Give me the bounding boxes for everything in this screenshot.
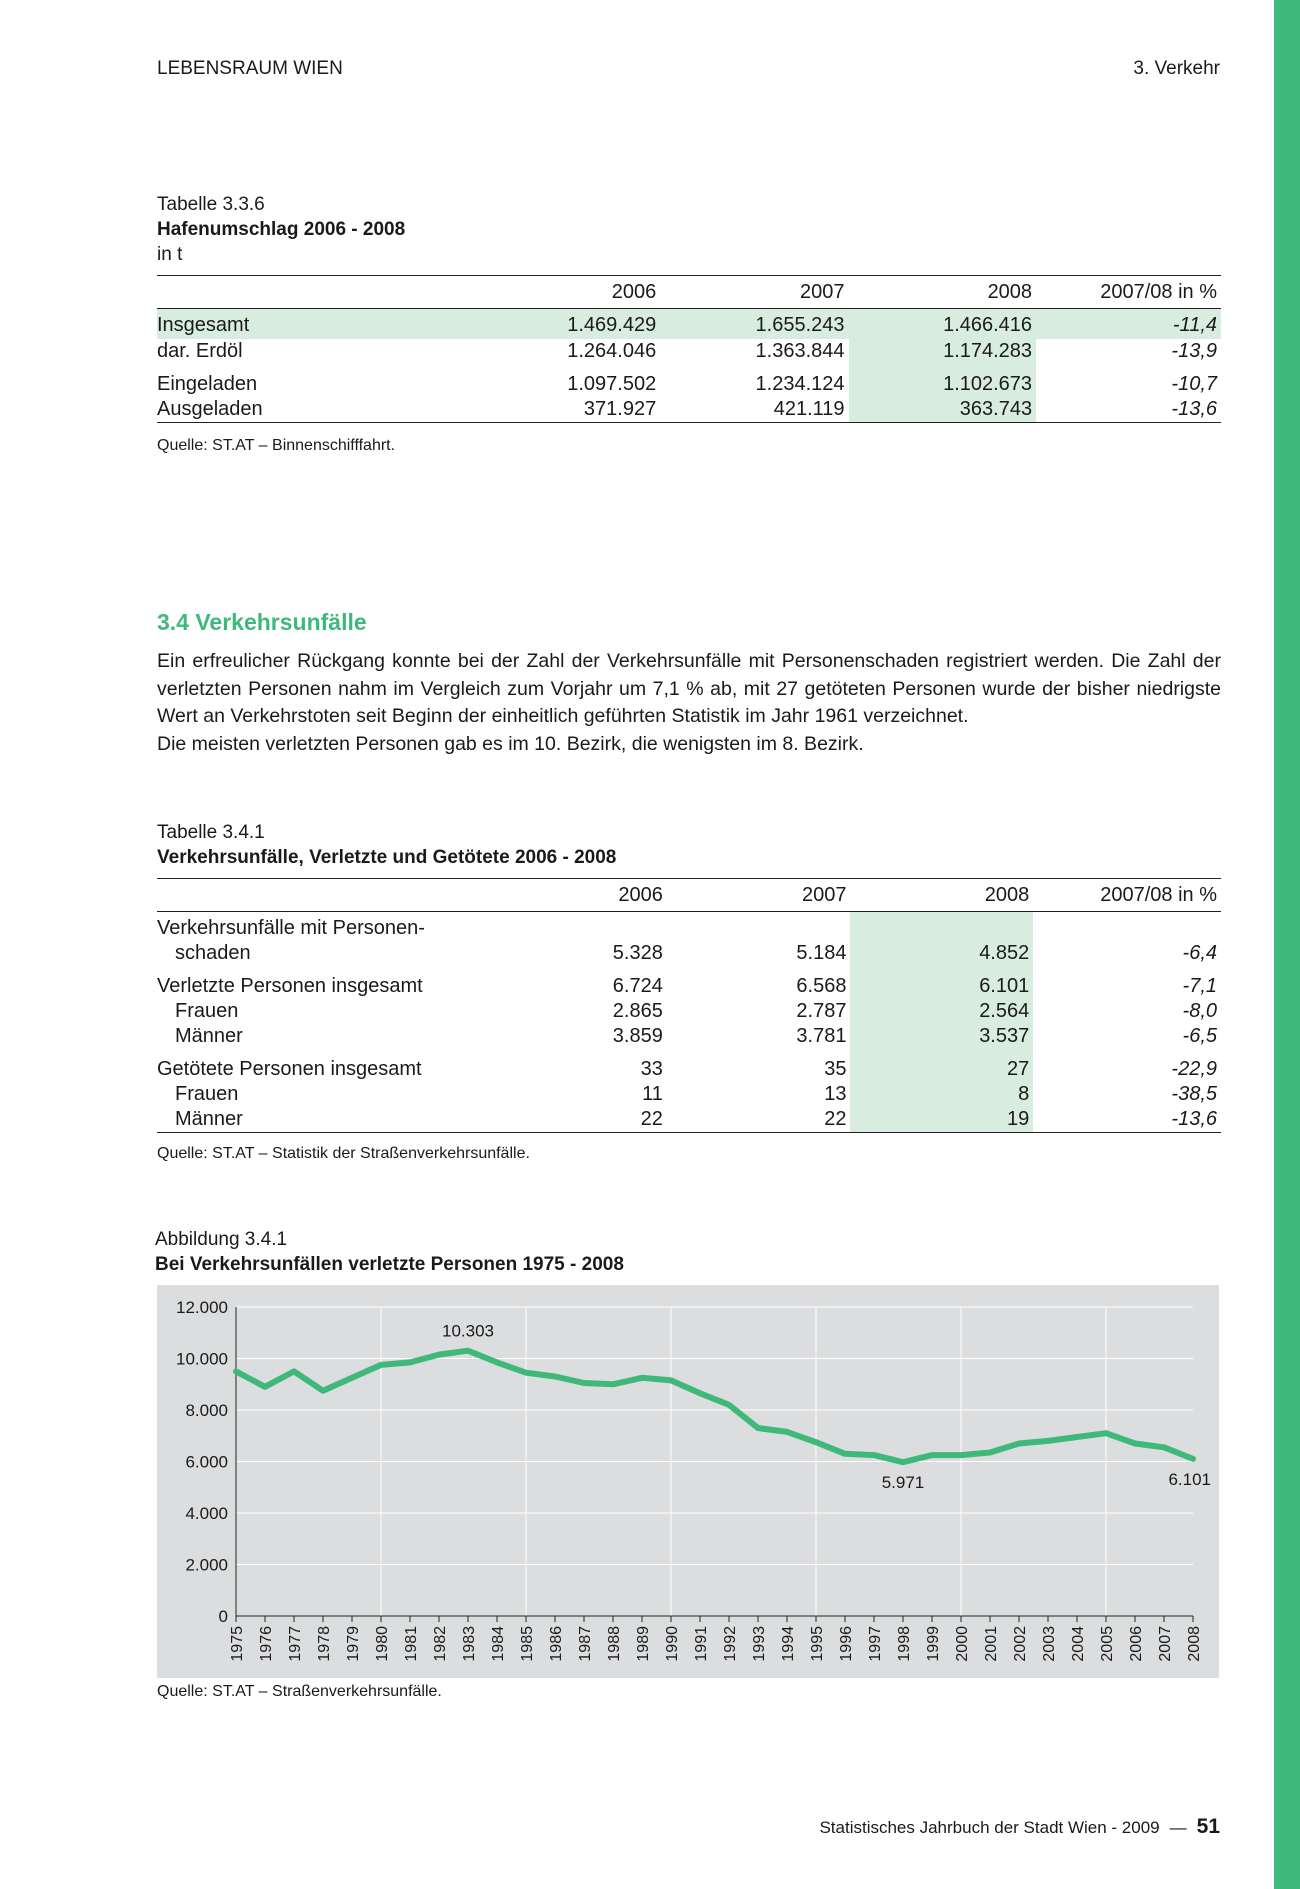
cell-value: 1.466.416 <box>943 314 1033 337</box>
table2-source: Quelle: ST.AT – Statistik der Straßenverkehrsunfälle. <box>157 1145 530 1162</box>
cell-value: 5.328 <box>612 942 663 964</box>
footer-dash: — <box>1169 1818 1187 1837</box>
data-point <box>495 1360 500 1365</box>
x-tick-label: 1986 <box>548 1626 565 1662</box>
cell-value: 3.859 <box>612 1025 663 1047</box>
cell-value: 11 <box>642 1083 663 1105</box>
table-header-cell <box>157 879 443 912</box>
table-header-cell: 2006 <box>443 879 667 912</box>
table-row <box>157 372 1221 397</box>
data-point <box>582 1380 587 1385</box>
row-label: Getötete Personen insgesamt <box>157 1058 422 1080</box>
row-label: Männer <box>175 1025 243 1047</box>
cell-value: 22 <box>667 1107 851 1133</box>
table1-label: Tabelle 3.3.6 <box>157 194 265 215</box>
cell-value: 1.174.283 <box>849 339 1037 364</box>
cell-value: 371.927 <box>433 397 660 423</box>
table-row <box>157 1057 1221 1082</box>
cell-value: 363.743 <box>849 397 1037 423</box>
data-point <box>553 1374 558 1379</box>
table2-caption <box>157 820 616 870</box>
data-point <box>611 1382 616 1387</box>
cell-value: 6.101 <box>850 974 1033 999</box>
row-label: Frauen <box>175 1000 239 1022</box>
table1-caption <box>157 192 405 267</box>
data-point <box>1191 1456 1196 1461</box>
data-point <box>843 1451 848 1456</box>
cell-value: 1.102.673 <box>849 372 1037 397</box>
x-tick-label: 2004 <box>1070 1626 1087 1662</box>
cell-change: -8,0 <box>1182 1000 1217 1022</box>
table-header-cell: 2008 <box>849 276 1037 309</box>
table-header-cell: 2007/08 in % <box>1036 276 1221 309</box>
cell-change: -38,5 <box>1171 1083 1217 1105</box>
x-tick-label: 1988 <box>606 1626 623 1662</box>
y-tick-label: 8.000 <box>185 1401 228 1420</box>
table-row <box>157 1024 1221 1049</box>
cell-change: -7,1 <box>1182 975 1217 997</box>
data-label: 6.101 <box>1168 1469 1211 1489</box>
x-tick-label: 2000 <box>954 1626 971 1662</box>
cell-value: 1.234.124 <box>755 372 845 395</box>
data-point <box>1133 1441 1138 1446</box>
x-tick-label: 2008 <box>1186 1626 1203 1662</box>
y-tick-label: 2.000 <box>185 1555 228 1575</box>
cell-value: 5.184 <box>796 942 847 964</box>
data-point <box>350 1375 355 1380</box>
row-label: dar. Erdöl <box>157 339 243 362</box>
running-header-right: 3. Verkehr <box>1133 58 1220 79</box>
cell-value: 2.865 <box>612 1000 663 1022</box>
table-row <box>157 397 1221 423</box>
cell-value: 19 <box>850 1107 1033 1133</box>
table-row <box>157 974 1221 999</box>
data-point <box>930 1453 935 1458</box>
x-tick-label: 1993 <box>751 1626 768 1662</box>
table2-label: Tabelle 3.4.1 <box>157 822 265 843</box>
data-point <box>408 1360 413 1365</box>
row-label: Eingeladen <box>157 372 258 395</box>
x-tick-label: 2002 <box>1012 1626 1029 1662</box>
table-header-cell <box>157 276 433 309</box>
cell-value: 421.119 <box>660 397 848 423</box>
y-tick-label: 4.000 <box>185 1504 228 1523</box>
data-point <box>437 1352 442 1357</box>
data-point <box>234 1369 239 1374</box>
x-tick-label: 1997 <box>867 1626 884 1662</box>
x-tick-label: 1982 <box>432 1626 449 1662</box>
data-point <box>727 1402 732 1407</box>
x-tick-label: 1976 <box>258 1626 275 1662</box>
y-tick-label: 0 <box>218 1607 228 1626</box>
x-tick-label: 2005 <box>1099 1626 1116 1662</box>
cell-value: 8 <box>850 1082 1033 1107</box>
table-row <box>157 1082 1221 1107</box>
x-tick-label: 1995 <box>809 1626 826 1662</box>
cell-change: -22,9 <box>1171 1058 1217 1080</box>
data-point <box>1075 1435 1080 1440</box>
x-tick-label: 1998 <box>896 1626 913 1662</box>
table-row <box>157 912 1221 942</box>
chart-annotations <box>442 1322 1211 1493</box>
table2 <box>157 878 1221 1133</box>
cell-change: -10,7 <box>1171 372 1217 395</box>
x-tick-label: 1984 <box>490 1626 507 1662</box>
cell-value: 1.655.243 <box>755 314 845 337</box>
row-label: Ausgeladen <box>157 397 433 423</box>
row-label: Verkehrsunfälle mit Personen- <box>157 917 425 939</box>
x-tick-label: 1981 <box>403 1626 420 1662</box>
footer-text: Statistisches Jahrbuch der Stadt Wien - 2009 <box>819 1818 1160 1837</box>
data-point <box>872 1453 877 1458</box>
x-tick-label: 1979 <box>345 1626 362 1662</box>
data-point <box>1104 1431 1109 1436</box>
x-tick-label: 2003 <box>1041 1626 1058 1662</box>
section-heading: 3.4 Verkehrsunfälle <box>157 609 367 635</box>
x-tick-label: 1983 <box>461 1626 478 1662</box>
table-header-cell: 2007 <box>667 879 851 912</box>
cell-value: 4.852 <box>850 941 1033 966</box>
figure-source: Quelle: ST.AT – Straßenverkehrsunfälle. <box>157 1683 442 1700</box>
paragraph: Ein erfreulicher Rückgang konnte bei der Zahl der Verkehrsunfälle mit Personenschaden registriert werden. Die Zahl der verletzten Personen nahm im Vergleich zum Vorjahr um 7,1 % ab, mit 27 getöteten Personen wurde der bisher niedrigste Wert an Verkehrstoten seit Beginn der einheitlich geführten Statistik im Jahr 1961 verzeichnet. <box>157 650 1221 727</box>
data-point <box>698 1391 703 1396</box>
x-tick-label: 1975 <box>229 1626 246 1662</box>
figure-caption <box>155 1227 624 1277</box>
chart-grid <box>236 1307 1193 1616</box>
data-label: 5.971 <box>881 1473 925 1493</box>
table-row <box>157 941 1221 966</box>
cell-change: -13,6 <box>1036 397 1221 423</box>
cell-value: 1.264.046 <box>567 339 657 362</box>
x-tick-label: 1999 <box>925 1626 942 1662</box>
cell-value: 22 <box>443 1107 667 1133</box>
table-row <box>157 309 1221 339</box>
chart-svg <box>157 1285 1219 1678</box>
row-label: schaden <box>175 942 251 964</box>
data-point <box>901 1460 906 1465</box>
x-tick-label: 1990 <box>664 1626 681 1662</box>
cell-value: 13 <box>824 1083 847 1105</box>
chart-series <box>234 1348 1196 1465</box>
x-tick-label: 2006 <box>1128 1626 1145 1662</box>
row-label: Männer <box>157 1107 443 1133</box>
cell-value: 1.363.844 <box>755 339 845 362</box>
table2-title: Verkehrsunfälle, Verletzte und Getötete 2006 - 2008 <box>157 847 617 868</box>
series-line <box>236 1351 1193 1463</box>
cell-value: 35 <box>824 1058 847 1080</box>
table-row <box>157 339 1221 364</box>
table1-title: Hafenumschlag 2006 - 2008 <box>157 219 406 240</box>
table1 <box>157 275 1221 423</box>
table-row <box>157 999 1221 1024</box>
paragraph: Die meisten verletzten Personen gab es im 10. Bezirk, die wenigsten im 8. Bezirk. <box>157 732 864 755</box>
row-label: Verletzte Personen insgesamt <box>157 975 423 997</box>
x-tick-label: 1987 <box>577 1626 594 1662</box>
cell-value: 3.537 <box>850 1024 1033 1049</box>
data-point <box>466 1348 471 1353</box>
table-header-cell: 2006 <box>433 276 660 309</box>
running-header-left: LEBENSRAUM WIEN <box>157 58 343 79</box>
y-tick-label: 6.000 <box>185 1452 228 1472</box>
line-chart <box>157 1285 1219 1678</box>
x-tick-label: 1989 <box>635 1626 652 1662</box>
data-point <box>263 1384 268 1389</box>
x-tick-label: 1977 <box>287 1626 304 1662</box>
table1-unit: in t <box>157 244 183 265</box>
table-header-cell: 2008 <box>850 879 1033 912</box>
table1-source: Quelle: ST.AT – Binnenschifffahrt. <box>157 437 396 454</box>
data-point <box>321 1388 326 1393</box>
data-label: 10.303 <box>442 1321 494 1341</box>
table-row <box>157 1107 1221 1133</box>
cell-value: 6.724 <box>612 975 663 997</box>
x-tick-label: 2001 <box>983 1626 1000 1662</box>
x-tick-label: 1992 <box>722 1626 739 1662</box>
section-body <box>157 648 1221 758</box>
page-edge-bar <box>1274 0 1300 1889</box>
x-tick-label: 1996 <box>838 1626 855 1662</box>
page-number: 51 <box>1196 1815 1220 1838</box>
table1-header-row <box>157 276 1221 309</box>
data-point <box>814 1440 819 1445</box>
cell-value: 2.787 <box>796 1000 847 1022</box>
cell-value: 1.097.502 <box>567 372 657 395</box>
figure-title: Bei Verkehrsunfällen verletzte Personen 1975 - 2008 <box>155 1254 624 1275</box>
data-point <box>988 1450 993 1455</box>
cell-value: 27 <box>850 1057 1033 1082</box>
cell-change: -11,4 <box>1172 314 1217 337</box>
cell-change: -6,4 <box>1182 942 1217 964</box>
x-tick-label: 1978 <box>316 1626 333 1662</box>
cell-change: -13,6 <box>1033 1107 1221 1133</box>
x-tick-label: 1994 <box>780 1626 797 1662</box>
y-axis-ticks <box>176 1298 228 1626</box>
page-footer <box>819 1815 1220 1839</box>
data-point <box>959 1453 964 1458</box>
x-tick-label: 1980 <box>374 1626 391 1662</box>
cell-value: 33 <box>640 1058 663 1080</box>
table2-header-row <box>157 879 1221 912</box>
data-point <box>640 1375 645 1380</box>
x-tick-label: 2007 <box>1157 1626 1174 1662</box>
table-header-cell: 2007 <box>660 276 848 309</box>
data-point <box>1162 1445 1167 1450</box>
data-point <box>669 1378 674 1383</box>
table-header-cell: 2007/08 in % <box>1033 879 1221 912</box>
data-point <box>1017 1441 1022 1446</box>
y-tick-label: 12.000 <box>176 1298 228 1317</box>
cell-value: 2.564 <box>850 999 1033 1024</box>
data-point <box>524 1370 529 1375</box>
figure-label: Abbildung 3.4.1 <box>155 1229 288 1250</box>
row-label: Frauen <box>175 1083 239 1105</box>
x-axis-ticks <box>229 1616 1203 1662</box>
data-point <box>292 1369 297 1374</box>
x-tick-label: 1991 <box>693 1626 710 1662</box>
row-label: Insgesamt <box>157 314 250 337</box>
data-point <box>379 1362 384 1367</box>
cell-value: 1.469.429 <box>567 314 657 337</box>
x-tick-label: 1985 <box>519 1626 536 1662</box>
cell-value: 6.568 <box>796 975 847 997</box>
cell-change: -6,5 <box>1182 1025 1217 1047</box>
cell-change: -13,9 <box>1171 339 1217 362</box>
data-point <box>785 1429 790 1434</box>
cell-value: 3.781 <box>796 1025 847 1047</box>
data-point <box>756 1426 761 1431</box>
data-point <box>1046 1438 1051 1443</box>
y-tick-label: 10.000 <box>176 1349 228 1369</box>
